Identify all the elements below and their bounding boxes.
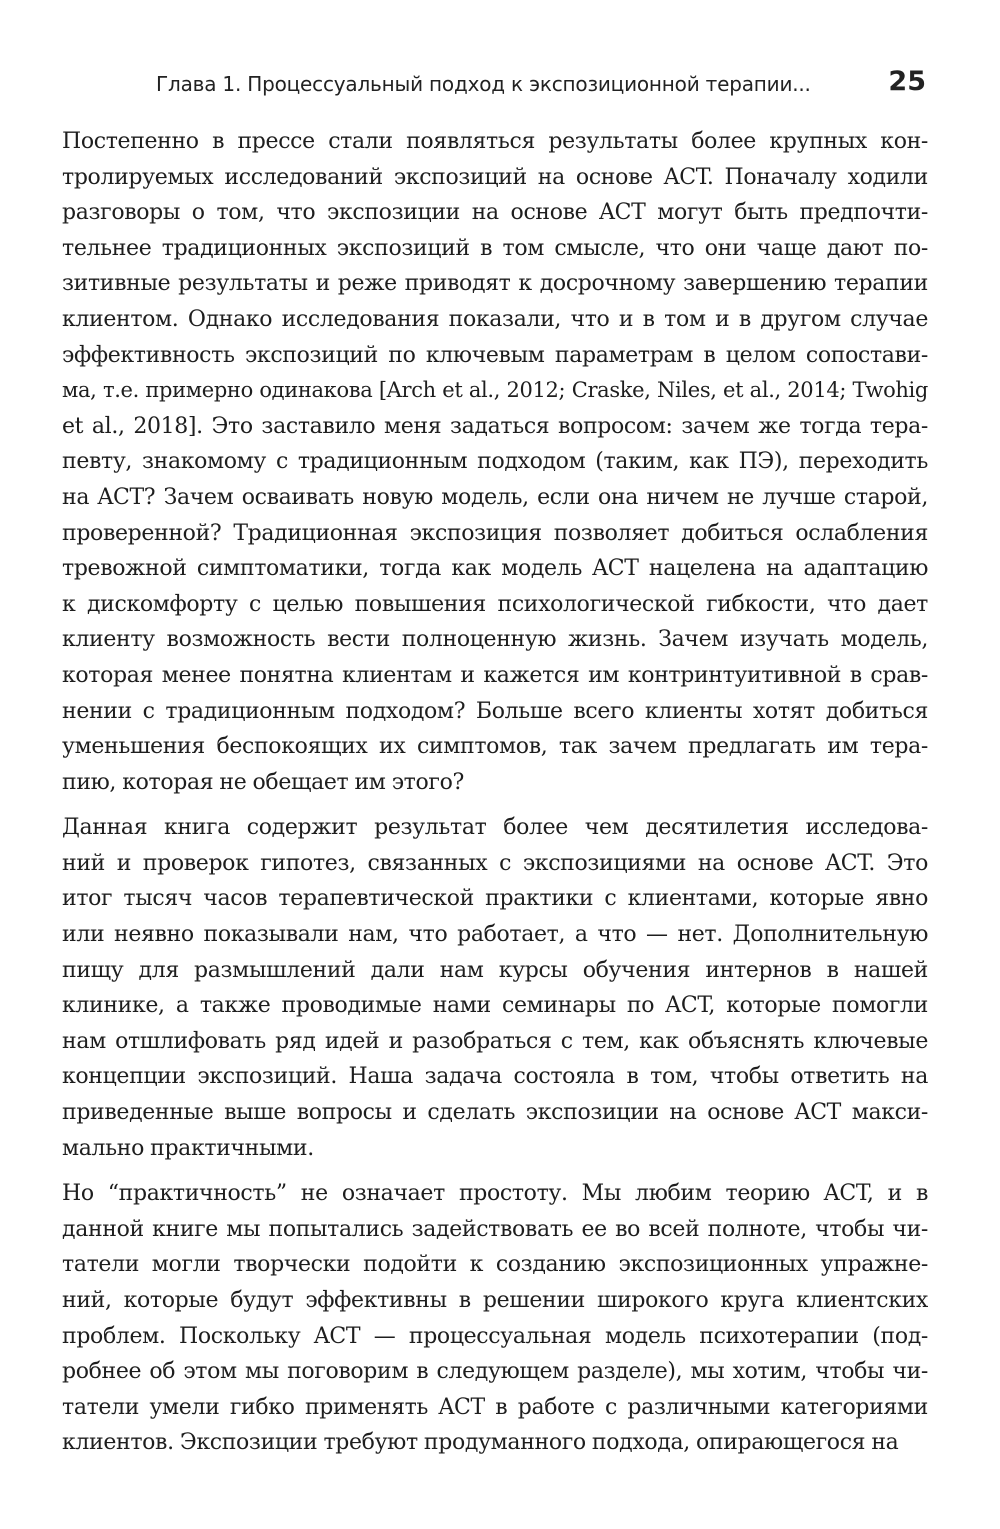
text-line: зитивные результаты и реже приводят к досрочному завершению терапии [62,271,928,297]
text-line: нении с традиционным подходом? Больше всего клиенты хотят добиться [62,698,928,724]
paragraph [62,1176,928,1461]
text-line: ний, которые будут эффективны в решении широкого круга клиентских [62,1288,928,1313]
text-line: пищу для размышлений дали нам курсы обучения интернов в нашей [62,957,928,983]
text-line: клиентом. Однако исследования показали, что и в том и в другом случае [62,306,928,332]
running-head [156,64,926,104]
text-line: уменьшения беспокоящих их симптомов, так зачем предлагать им тера- [62,734,928,760]
page-number: 25 [888,66,926,97]
text-line: которая менее понятна клиентам и кажется им контринтуитивной в срав- [62,662,928,688]
text-line: эффективность экспозиций по ключевым параметрам в целом сопостави- [62,342,928,368]
text-line: ний и проверок гипотез, связанных с экспозициями на основе ACT. Это [62,850,928,876]
text-line: пию, которая не обещает им этого? [62,769,464,795]
text-line: клиентов. Экспозиции требуют продуманного подхода, опирающегося на [62,1430,899,1456]
text-line: или неявно показывали нам, что работает, а что — нет. Дополнительную [62,922,928,948]
text-line: клинике, а также проводимые нами семинары по ACT, которые помогли [62,993,928,1019]
paragraph [62,124,928,800]
text-line: проверенной? Традиционная экспозиция позволяет добиться ослабления [62,520,928,546]
running-title: Глава 1. Процессуальный подход к экспозиционной терапии... [156,72,811,96]
text-line: татели могли творчески подойти к созданию экспозиционных упражне- [62,1252,928,1278]
text-line: певту, знакомому с традиционным подходом (таким, как ПЭ), переходить [62,449,928,475]
text-line: Постепенно в прессе стали появляться результаты более крупных кон- [62,129,928,154]
text-line: нам отшлифовать ряд идей и разобраться с тем, как объяснять ключевые [62,1028,928,1054]
text-line: проблем. Поскольку ACT — процессуальная модель психотерапии (под- [62,1323,928,1349]
text-line: Данная книга содержит результат более чем десятилетия исследова- [62,815,928,841]
text-line: тревожной симптоматики, тогда как модель ACT нацелена на адаптацию [62,556,928,582]
text-line: итог тысяч часов терапевтической практики с клиентами, которые явно [62,886,928,912]
text-line: приведенные выше вопросы и сделать экспозиции на основе ACT макси- [62,1100,928,1126]
text-line: мально практичными. [62,1135,314,1161]
text-line: клиенту возможность вести полноценную жизнь. Зачем изучать модель, [62,627,928,653]
body-text [62,124,928,1471]
text-line: татели умели гибко применять ACT в работе с различными категориями [62,1394,928,1420]
text-line: тролируемых исследований экспозиций на основе ACT. Поначалу ходили [62,164,928,190]
text-line: тельнее традиционных экспозиций в том смысле, что они чаще дают по- [62,235,928,261]
text-line: к дискомфорту с целью повышения психологической гибкости, что дает [62,591,928,617]
text-line: разговоры о том, что экспозиции на основе ACT могут быть предпочти- [62,200,928,226]
text-line: данной книге мы попытались задействовать ее во всей полноте, чтобы чи- [62,1216,928,1242]
text-line: ма, т.е. примерно одинакова [Arch et al., 2012; Craske, Niles, et al., 2014; Twohig [62,378,928,403]
text-line: концепции экспозиций. Наша задача состояла в том, чтобы ответить на [62,1064,928,1090]
paragraph [62,810,928,1166]
text-line: Но “практичность” не означает простоту. Мы любим теорию ACT, и в [62,1181,928,1207]
text-line: et al., 2018]. Это заставило меня задаться вопросом: зачем же тогда тера- [62,413,928,439]
text-line: робнее об этом мы поговорим в следующем разделе), мы хотим, чтобы чи- [62,1359,928,1385]
text-line: на ACT? Зачем осваивать новую модель, если она ничем не лучше старой, [62,484,928,510]
